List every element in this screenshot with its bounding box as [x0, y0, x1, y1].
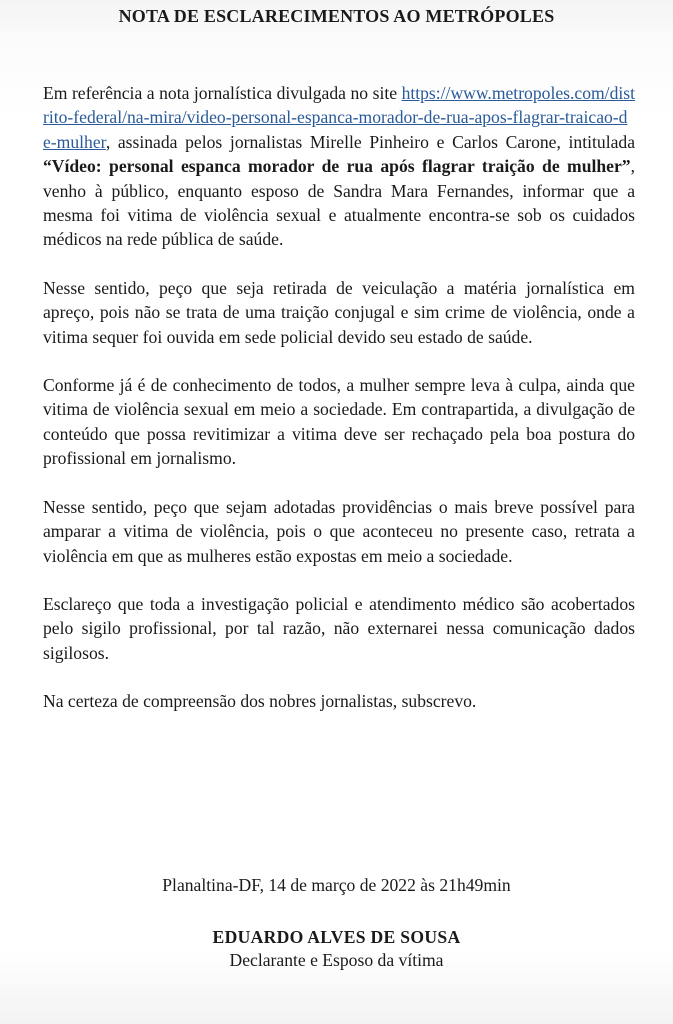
paragraph-closing: Na certeza de compreensão dos nobres jornalistas, subscrevo.	[43, 691, 477, 712]
paragraph-reference	[43, 81, 635, 252]
paragraph-measures: Nesse sentido, peço que sejam adotadas providências o mais breve possível para amparar a vitima de violência, pois o que aconteceu no presente caso, retrata a violência em que as mulheres estão expostas em meio a sociedade.	[43, 496, 635, 566]
article-link[interactable]: https://www.metropoles.com/distrito-federal/na-mira/video-personal-espanca-morador-de-rua-apos-flagrar-traicao-de-mulher	[43, 83, 635, 152]
document-title: NOTA DE ESCLARECIMENTOS AO METRÓPOLES	[118, 6, 555, 26]
paragraph-request-removal: Nesse sentido, peço que seja retirada de veiculação a matéria jornalística em apreço, pois não se trata de uma traição conjugal e sim crime de violência, onde a vitima sequer foi ouvida em sede policial devido seu estado de saúde.	[43, 277, 635, 347]
document-body	[43, 81, 635, 738]
paragraph-reference-intro: Em referência a nota jornalística divulgada no site	[43, 83, 402, 103]
signature-role: Declarante e Esposo da vítima	[229, 950, 444, 970]
signature-name: EDUARDO ALVES DE SOUSA	[212, 927, 461, 947]
paragraph-reference-mid: , assinada pelos jornalistas Mirelle Pinheiro e Carlos Carone, intitulada	[105, 131, 635, 152]
paragraph-reference-end: , venho à público, enquanto esposo de Sandra Mara Fernandes, informar que a mesma foi vitima de violência sexual e atualmente encontra-se sob os cuidados médicos na rede pública de saúde.	[43, 156, 635, 250]
paragraph-blame: Conforme já é de conhecimento de todos, a mulher sempre leva à culpa, ainda que vitima de violência sexual em meio a sociedade. Em contrapartida, a divulgação de conteúdo que possa revitimizar a vitima deve ser rechaçado pela boa postura do profissional em jornalismo.	[43, 375, 635, 469]
paragraph-confidentiality: Esclareço que toda a investigação policial e atendimento médico são acobertados pelo sigilo profissional, por tal razão, não externarei nessa comunicação dados sigilosos.	[43, 593, 635, 663]
place-date: Planaltina-DF, 14 de março de 2022 às 21h49min	[162, 875, 511, 895]
article-headline: “Vídeo: personal espanca morador de rua após flagrar traição de mulher”	[43, 156, 631, 177]
